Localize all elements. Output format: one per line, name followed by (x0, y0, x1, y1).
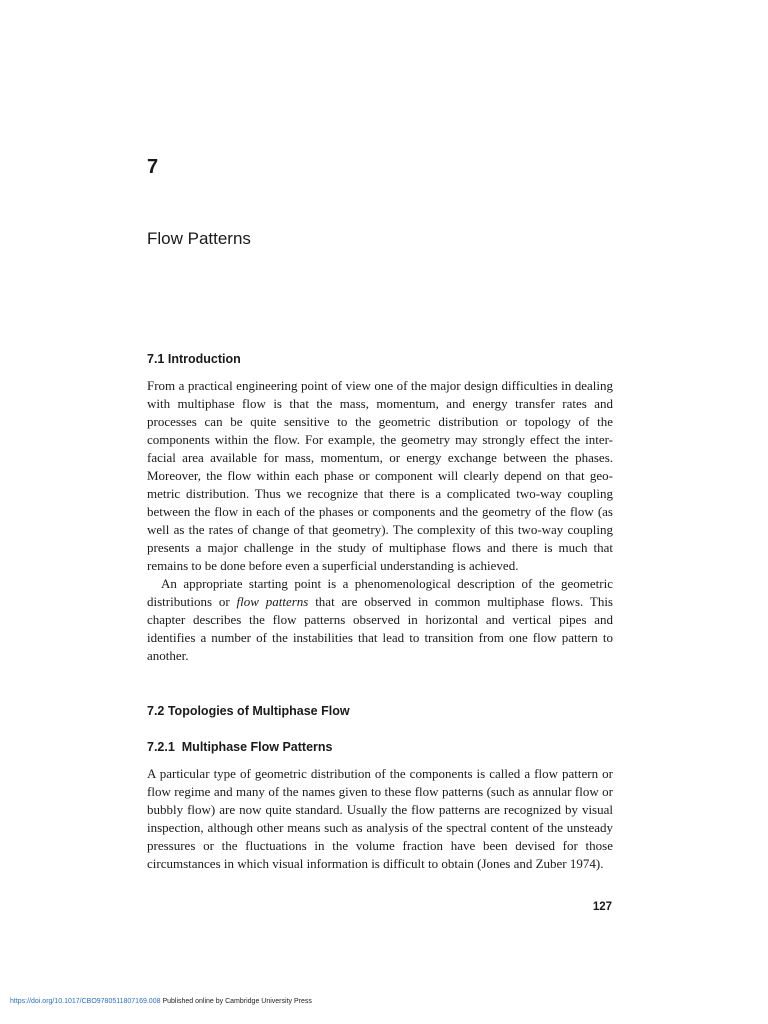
paragraph-2-text-end: that are observed in common multiphase flows. This chapter describes the flow patterns observed in horizontal and vertical pipes and identifies a number of the instabilities that lead to transition from one flow pattern to another. (147, 594, 613, 663)
subsection-number: 7.2.1 (147, 740, 175, 754)
introduction-paragraph-2 (147, 575, 613, 665)
chapter-number: 7 (147, 156, 159, 178)
section-heading-topologies: 7.2 Topologies of Multiphase Flow (147, 704, 350, 718)
topologies-body (147, 765, 613, 873)
doi-link[interactable]: https://doi.org/10.1017/CBO9780511807169.008 (10, 998, 161, 1005)
introduction-paragraph-1: From a practical engineering point of view one of the major design difficulties in dealing with multiphase flow is that the mass, momentum, and energy transfer rates and processes can be quite sensitive to the geometric distribution or topology of the components within the flow. For example, the geometry may strongly effect the inter-facial area available for mass, momentum, or energy exchange between the phases. Moreover, the flow within each phase or component will clearly depend on that geo-metric distribution. Thus we recognize that there is a complicated two-way coupling between the flow in each of the phases or components and the geometry of the flow (as well as the rates of change of that geometry). The complexity of this two-way coupling presents a major challenge in the study of multiphase flows and there is much that remains to be done before even a superficial understanding is achieved. (147, 378, 613, 573)
page-number: 127 (592, 901, 612, 913)
published-note: Published online by Cambridge University Press (160, 998, 312, 1005)
paragraph-2-text-start: An appropriate starting point is a phenomenological description of the geometric distributions or (147, 576, 613, 609)
subsection-title: Multiphase Flow Patterns (181, 740, 333, 754)
topologies-paragraph-1: A particular type of geometric distribution of the components is called a flow pattern or flow regime and many of the names given to these flow patterns (such as annular flow or bubbly flow) are now quite standard. Usually the flow patterns are recognized by visual inspection, although other means such as analysis of the spectral content of the unsteady pressures or the fluctuations in the volume fraction have been devised for those circumstances in which visual information is difficult to obtain (Jones and Zuber 1974). (147, 766, 613, 871)
section-heading-introduction: 7.1 Introduction (147, 352, 241, 366)
introduction-body (147, 377, 613, 665)
subsection-heading-flow-patterns (147, 739, 332, 755)
flow-patterns-emphasis: flow patterns (236, 594, 309, 609)
footer (10, 997, 312, 1007)
chapter-title: Flow Patterns (147, 229, 251, 248)
